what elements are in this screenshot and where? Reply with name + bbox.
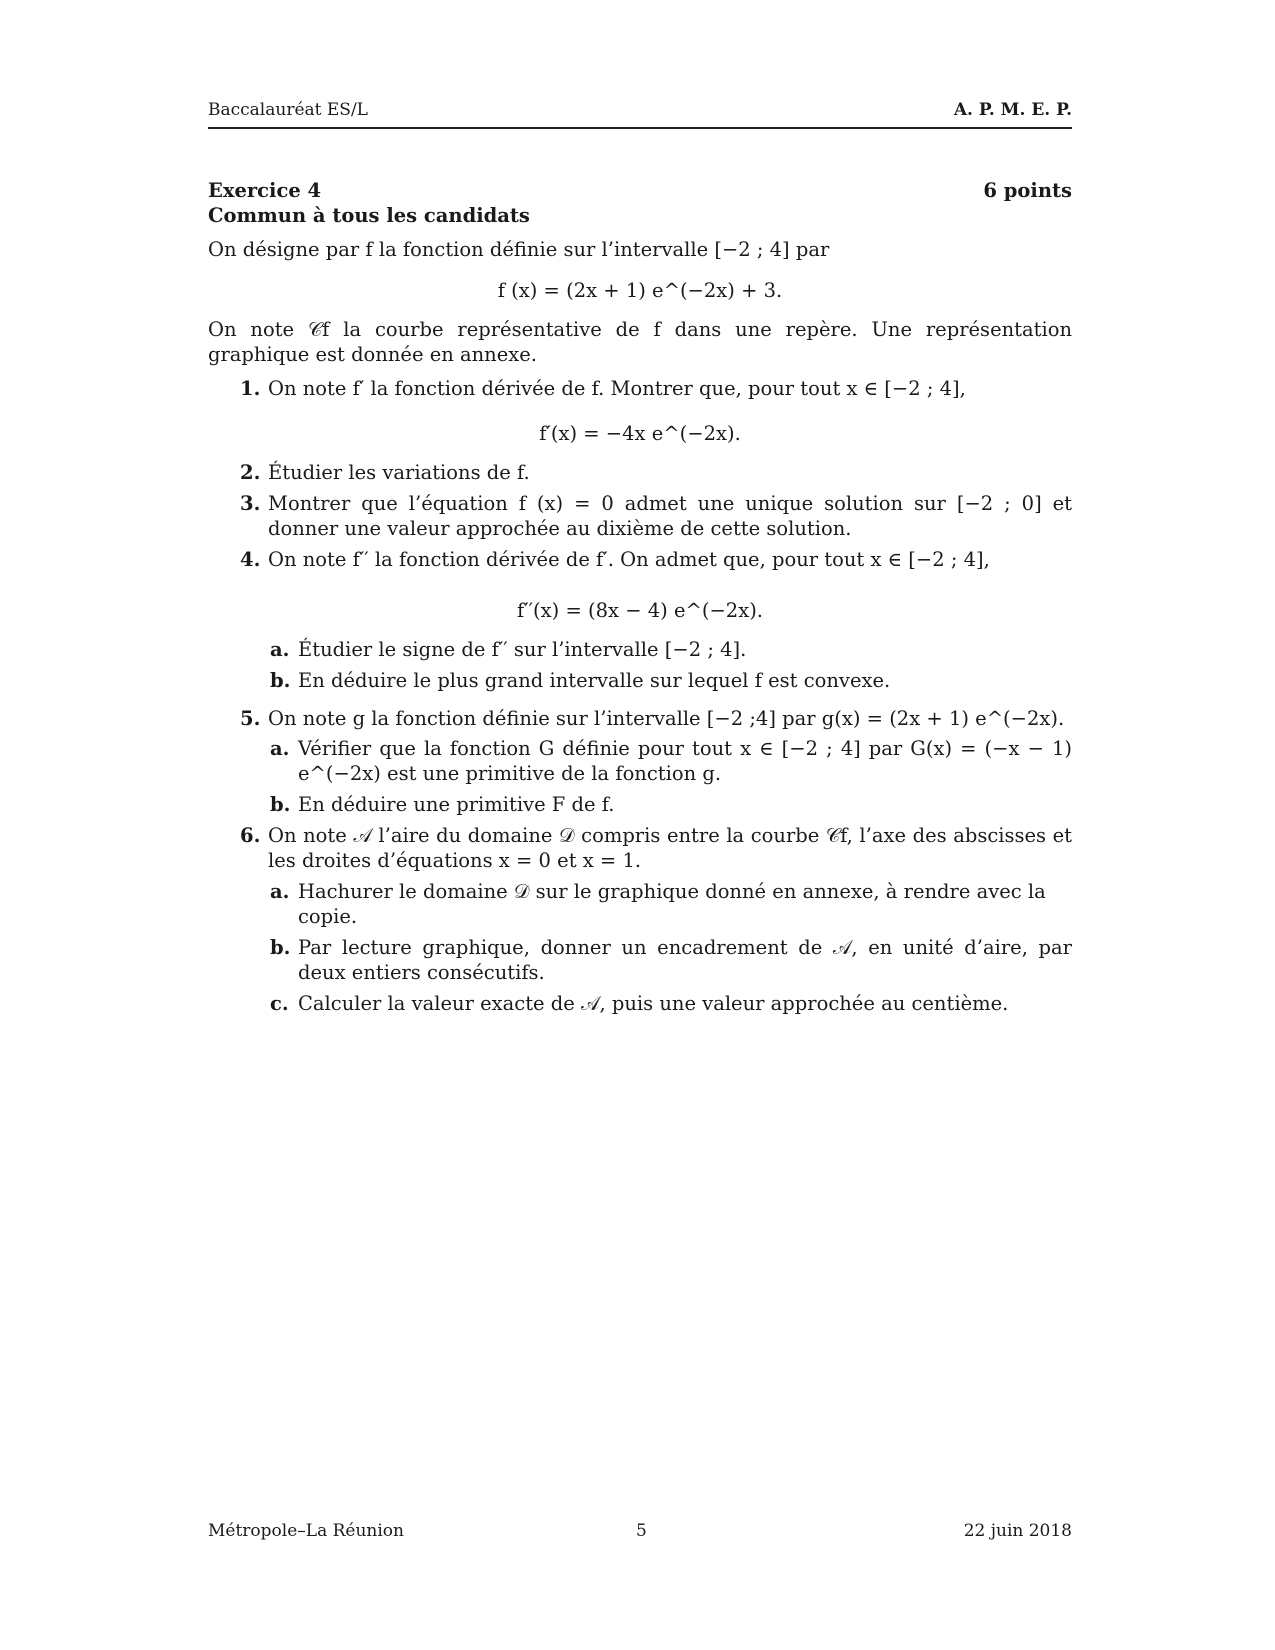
question-number: 5. (240, 707, 261, 730)
page-footer (208, 1521, 1072, 1545)
curve-note: On note 𝒞f la courbe représentative de f dans une repère. Une représentation graphique est donnée en annexe. (208, 318, 1072, 366)
intro-text: On désigne par f la fonction définie sur l’intervalle [−2 ; 4] par (208, 238, 830, 261)
subquestion-letter: b. (270, 669, 291, 692)
subquestion-text: Vérifier que la fonction G définie pour tout x ∈ [−2 ; 4] par G(x) = (−x − 1) e^(−2x) est une primitive de la fonction g. (298, 737, 1072, 785)
question-number: 6. (240, 824, 261, 847)
page-header (208, 100, 1072, 129)
subquestion-text: En déduire le plus grand intervalle sur lequel f est convexe. (298, 669, 891, 692)
subquestion-letter: b. (270, 793, 291, 816)
exercise-points: 6 points (983, 179, 1072, 202)
equation-f-second: f′′(x) = (8x − 4) e^(−2x). (516, 599, 764, 622)
header-right: A. P. M. E. P. (953, 100, 1072, 120)
question-text: On note f′′ la fonction dérivée de f′. On admet que, pour tout x ∈ [−2 ; 4], (268, 548, 990, 571)
subquestion-letter: a. (270, 880, 290, 903)
exercise-content (208, 178, 1072, 1016)
subquestion-letter: a. (270, 638, 290, 661)
question-6a (208, 879, 1072, 929)
header-left: Baccalauréat ES/L (208, 100, 368, 120)
subquestion-letter: b. (270, 936, 291, 959)
question-1 (208, 376, 1072, 401)
subquestion-text: En déduire une primitive F de f. (298, 793, 615, 816)
question-6b (208, 935, 1072, 985)
page-number: 5 (636, 1521, 647, 1541)
question-number: 1. (240, 377, 261, 400)
question-text: On note f′ la fonction dérivée de f. Montrer que, pour tout x ∈ [−2 ; 4], (268, 377, 966, 400)
question-number: 2. (240, 461, 261, 484)
equation-f: f (x) = (2x + 1) e^(−2x) + 3. (497, 279, 783, 302)
question-4a (208, 637, 1072, 662)
exercise-title-row (208, 178, 1072, 203)
question-number: 4. (240, 548, 261, 571)
subquestion-text: Hachurer le domaine 𝒟 sur le graphique donné en annexe, à rendre avec la copie. (298, 880, 1046, 928)
subquestion-letter: a. (270, 737, 290, 760)
question-5a (208, 736, 1072, 786)
question-5b (208, 792, 1072, 817)
question-3 (208, 491, 1072, 541)
question-text: Montrer que l’équation f (x) = 0 admet une unique solution sur [−2 ; 0] et donner une valeur approchée au dixième de cette solution. (268, 492, 1072, 540)
equation-f-prime: f′(x) = −4x e^(−2x). (539, 422, 741, 445)
question-5 (208, 706, 1072, 731)
question-6 (208, 823, 1072, 873)
exercise-subtitle: Commun à tous les candidats (208, 204, 530, 227)
question-4b (208, 668, 1072, 693)
subquestion-text: Étudier le signe de f′′ sur l’intervalle [−2 ; 4]. (298, 638, 747, 661)
subquestion-text: Calculer la valeur exacte de 𝒜, puis une valeur approchée au centième. (298, 992, 1009, 1015)
question-text: On note 𝒜 l’aire du domaine 𝒟 compris entre la courbe 𝒞f, l’axe des abscisses et les droites d’équations x = 0 et x = 1. (268, 824, 1072, 872)
exercise-title: Exercice 4 (208, 179, 322, 202)
question-number: 3. (240, 492, 261, 515)
subquestion-text: Par lecture graphique, donner un encadrement de 𝒜, en unité d’aire, par deux entiers consécutifs. (298, 936, 1072, 984)
question-2 (208, 460, 1072, 485)
subquestion-letter: c. (270, 992, 289, 1015)
question-6c (208, 991, 1072, 1016)
question-4 (208, 547, 1072, 572)
question-text: On note g la fonction définie sur l’intervalle [−2 ;4] par g(x) = (2x + 1) e^(−2x). (268, 707, 1065, 730)
footer-date: 22 juin 2018 (963, 1521, 1072, 1541)
footer-left: Métropole–La Réunion (208, 1521, 404, 1541)
question-text: Étudier les variations de f. (268, 461, 530, 484)
